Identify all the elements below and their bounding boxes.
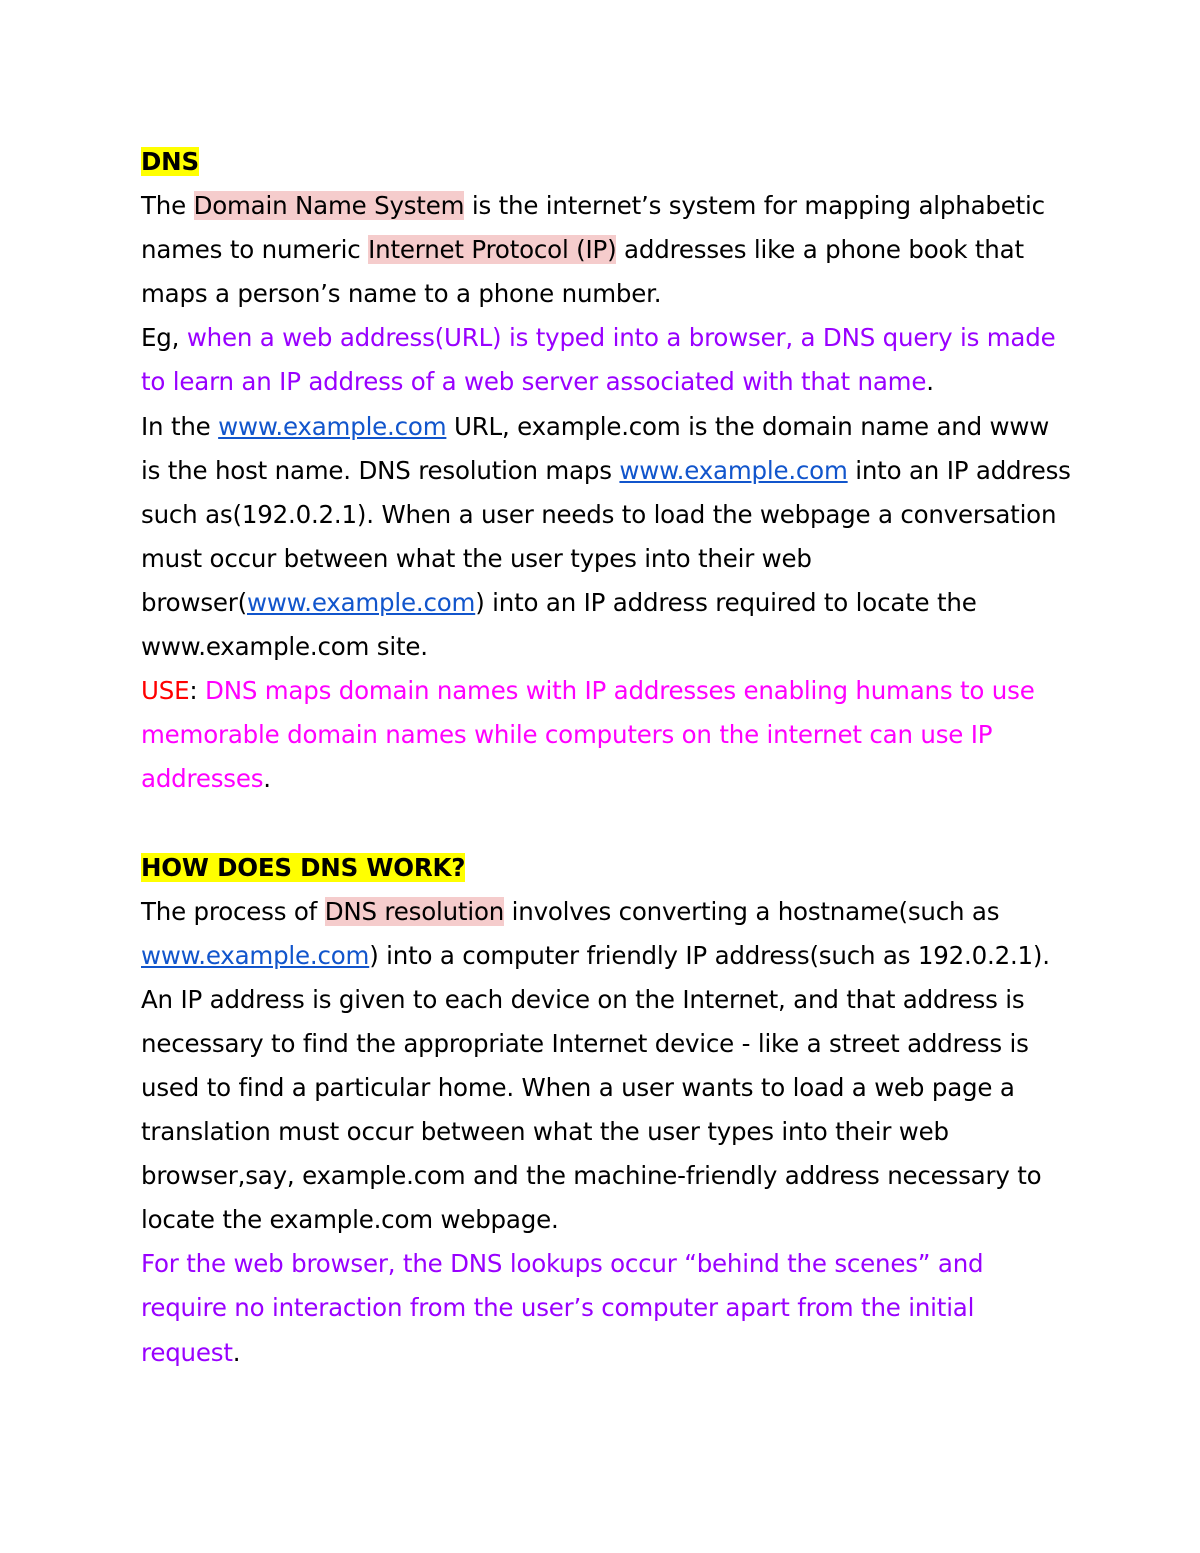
paragraph-spacer <box>141 801 1071 845</box>
text-segment: addresses like a phone book that maps a person’s name to a phone number. <box>141 235 1024 309</box>
paragraph-example <box>141 316 1071 404</box>
text-segment: into an IP address such as(192.0.2.1). When a user needs to load the webpage a conversation must occur between what the user types into their web browser( <box>141 455 1071 617</box>
text-segment: is the internet’s system for mapping alphabetic names to numeric <box>141 191 1045 265</box>
term-internet-protocol: Internet Protocol (IP) <box>368 235 617 265</box>
link-example-com[interactable]: www.example.com <box>218 411 447 441</box>
use-text: DNS maps domain names with IP addresses enabling humans to use memorable domain names while computers on the internet can use IP addresses <box>141 676 1035 794</box>
text-segment: In the <box>141 411 219 441</box>
use-colon: : <box>189 676 206 706</box>
text-segment: involves converting a hostname(such as <box>504 896 1000 926</box>
paragraph-resolution <box>141 890 1071 1243</box>
text-segment: URL, example.com is the domain name and www is the host name. DNS resolution maps <box>141 411 1050 485</box>
section-dns <box>141 140 1071 184</box>
term-domain-name-system: Domain Name System <box>193 191 465 221</box>
term-dns-resolution: DNS resolution <box>324 896 505 926</box>
heading-dns: DNS <box>141 147 199 176</box>
example-prefix: Eg, <box>141 323 187 353</box>
paragraph-use <box>141 669 1071 801</box>
example-suffix: . <box>926 367 934 397</box>
text-segment: ) into a computer friendly IP address(such as 192.0.2.1). An IP address is given to each device on the Internet, and that address is necessary to find the appropriate Internet device - like a street address is used to find a particular home. When a user wants to load a web page a translation must occur between what the user types into their web browser,say, example.com and the machine-friendly address necessary to locate the example.com webpage. <box>141 940 1050 1235</box>
paragraph-behind-the-scenes <box>141 1242 1071 1374</box>
text-segment: The process of <box>141 896 325 926</box>
paragraph-definition <box>141 184 1071 316</box>
link-example-com[interactable]: www.example.com <box>141 940 370 970</box>
link-example-com[interactable]: www.example.com <box>619 455 848 485</box>
behind-scenes-text: For the web browser, the DNS lookups occur “behind the scenes” and require no interaction from the user’s computer apart from the initial request <box>141 1249 984 1367</box>
section-how-dns-works <box>141 846 1071 890</box>
document-page <box>141 140 1071 1375</box>
link-example-com[interactable]: www.example.com <box>246 587 476 617</box>
text-segment: ) into an IP address required to locate the www.example.com site. <box>141 587 977 662</box>
paragraph-url-explanation <box>141 405 1071 670</box>
behind-scenes-suffix: . <box>232 1337 241 1367</box>
example-text: when a web address(URL) is typed into a browser, a DNS query is made to learn an IP address of a web server associated with that name <box>141 323 1056 397</box>
use-label: USE <box>141 676 190 706</box>
heading-how-does-dns-work: HOW DOES DNS WORK? <box>141 852 466 882</box>
use-suffix: . <box>263 764 271 794</box>
text-segment: The <box>141 191 194 221</box>
